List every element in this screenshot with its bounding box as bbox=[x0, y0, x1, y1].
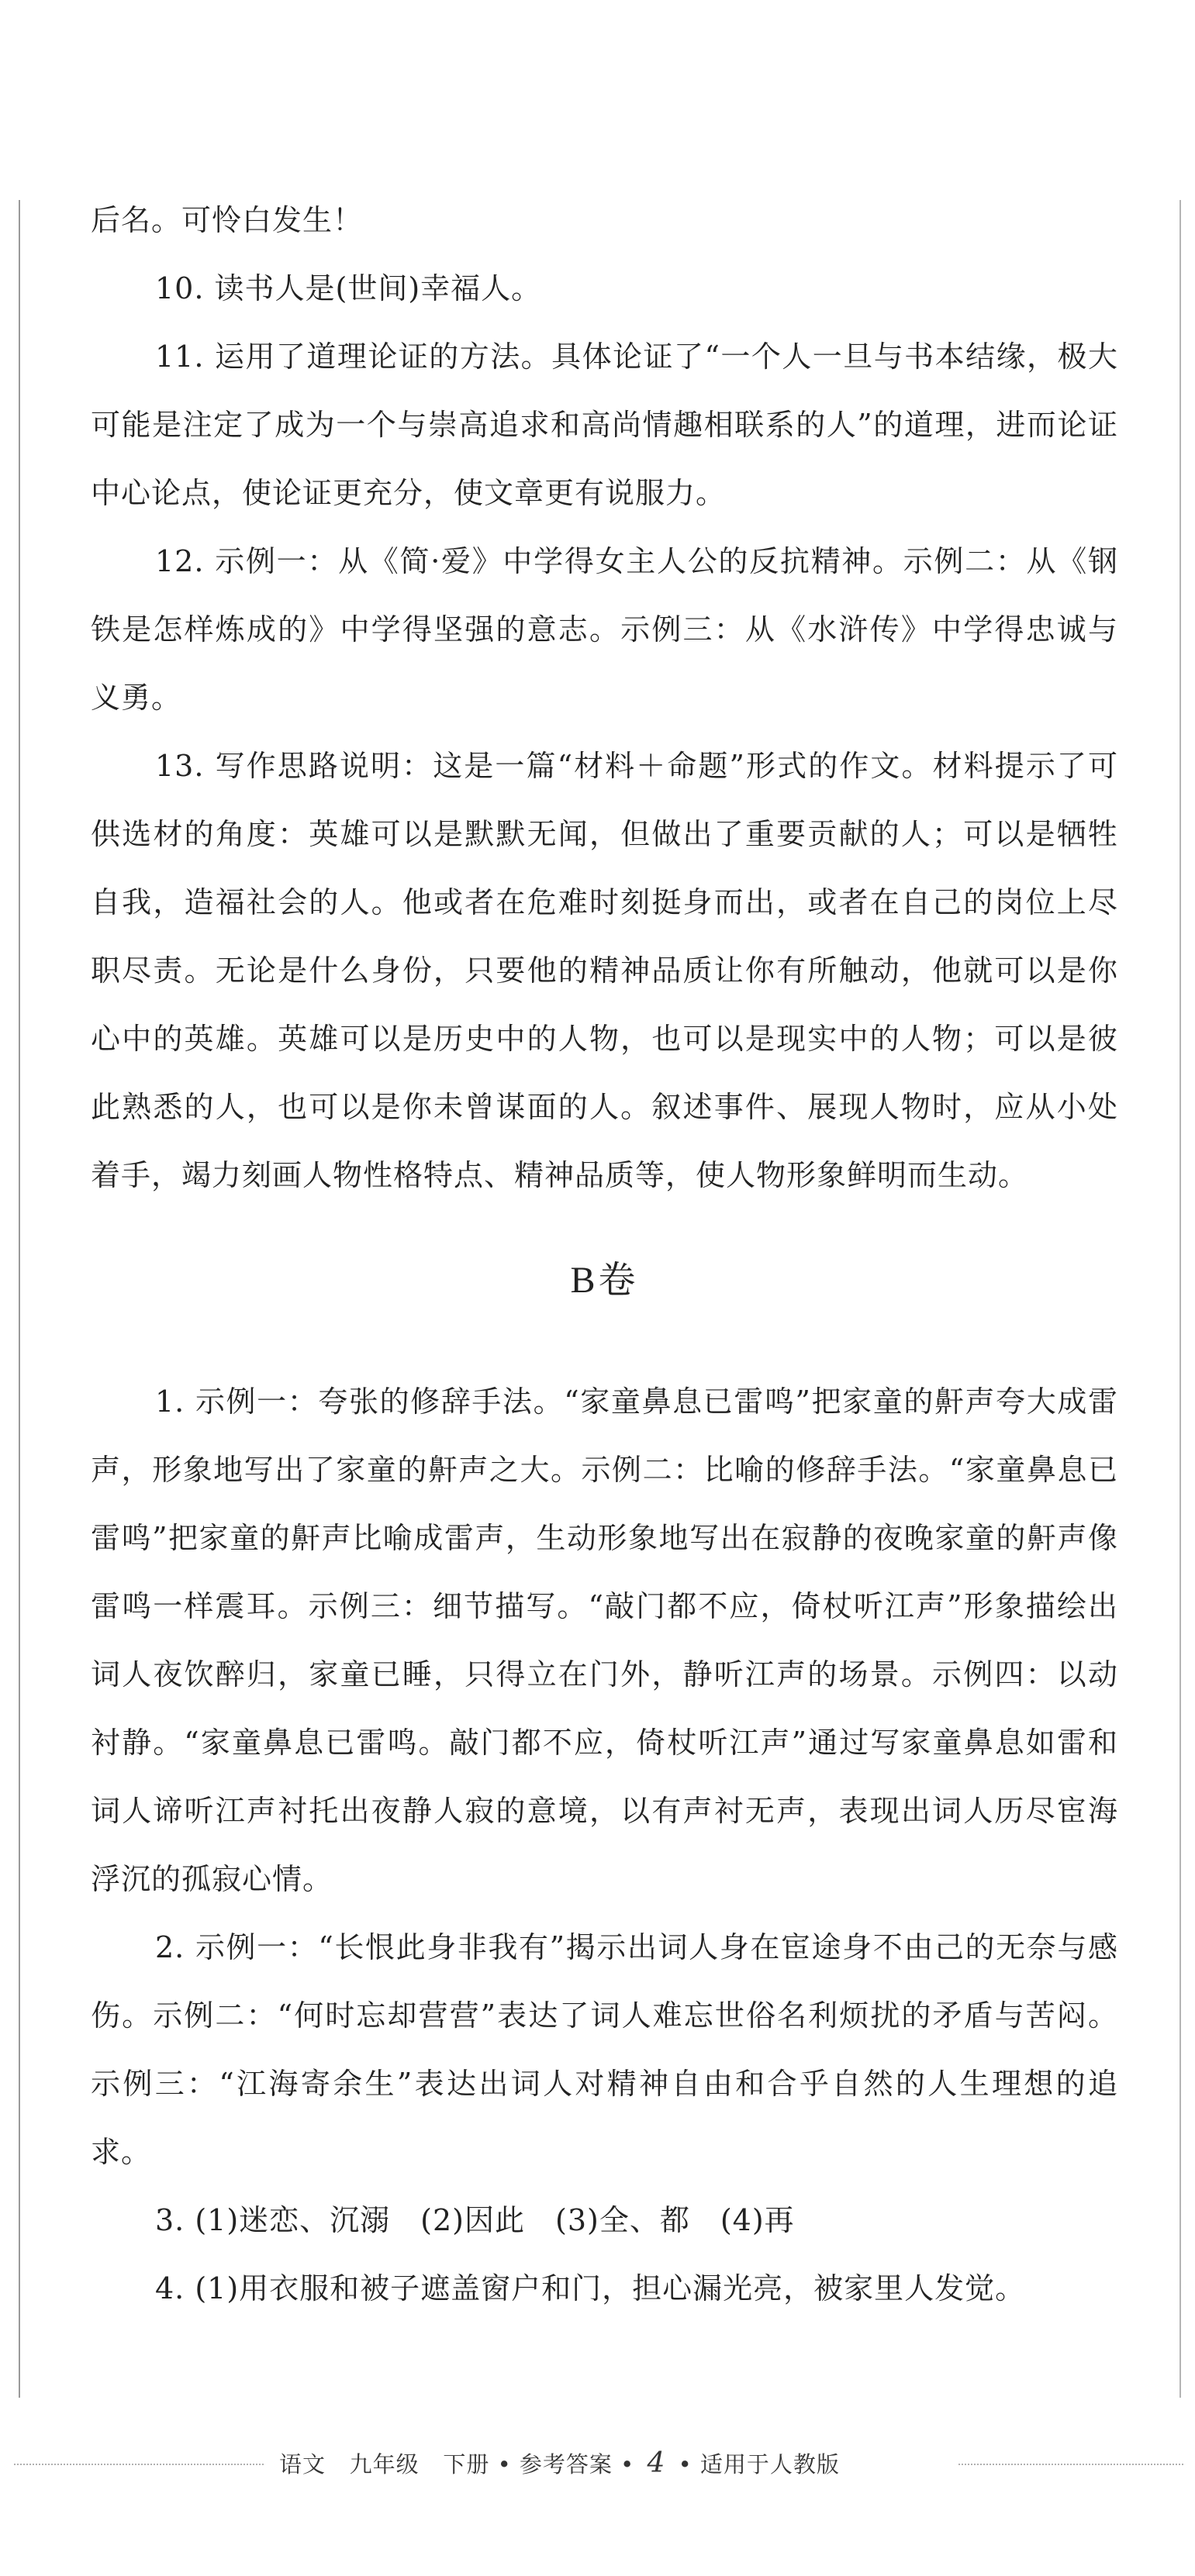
footer-subject: 语文 bbox=[279, 2451, 326, 2478]
section-b-answer-1: 1. 示例一：夸张的修辞手法。“家童鼻息已雷鸣”把家童的鼾声夸大成雷声，形象地写出了家童的鼾声之大。示例二：比喻的修辞手法。“家童鼻息已雷鸣”把家童的鼾声比喻成雷声，生动形象地写出在寂静的夜晚家童的鼾声像雷鸣一样震耳。示例三：细节描写。“敲门都不应，倚杖听江声”形象描绘出词人夜饮醉归，家童已睡，只得立在门外，静听江声的场景。示例四：以动衬静。“家童鼻息已雷鸣。敲门都不应，倚杖听江声”通过写家童鼻息如雷和词人谛听江声衬托出夜静人寂的意境，以有声衬无声，表现出词人历尽宦海浮沉的孤寂心情。 bbox=[91, 1385, 1118, 1896]
section-b-answer-2: 2. 示例一：“长恨此身非我有”揭示出词人身在宦途身不由己的无奈与感伤。示例二：“何时忘却营营”表达了词人难忘世俗名利烦扰的矛盾与苦闷。示例三：“江海寄余生”表达出词人对精神自由和合乎自然的人生理想的追求。 bbox=[91, 1930, 1118, 2169]
section-b-answer-4: 4. (1)用衣服和被子遮盖窗户和门，担心漏光亮，被家里人发觉。 bbox=[155, 2271, 1026, 2305]
footer-grade: 九年级 bbox=[349, 2451, 420, 2478]
footer-separator: • bbox=[497, 2451, 512, 2478]
footer-caption bbox=[279, 2448, 946, 2480]
section-b-answer-3: 3. (1)迷恋、沉溺 (2)因此 (3)全、都 (4)再 bbox=[155, 2203, 795, 2237]
continued-answer-line: 后名。可怜白发生！ bbox=[91, 203, 364, 237]
footer-volume: 下册 bbox=[443, 2451, 490, 2478]
footer-separator: • bbox=[678, 2451, 692, 2478]
section-b-title: B卷 bbox=[570, 1260, 639, 1301]
page-content bbox=[91, 186, 1118, 2323]
footer-dotted-rule-right bbox=[958, 2464, 1183, 2465]
answer-item-13: 13. 写作思路说明：这是一篇“材料＋命题”形式的作文。材料提示了可供选材的角度：英雄可以是默默无闻，但做出了重要贡献的人；可以是牺牲自我，造福社会的人。他或者在危难时刻挺身而出，或者在自己的岗位上尽职尽责。无论是什么身份，只要他的精神品质让你有所触动，他就可以是你心中的英雄。英雄可以是历史中的人物，也可以是现实中的人物；可以是彼此熟悉的人，也可以是你未曾谋面的人。叙述事件、展现人物时，应从小处着手，竭力刻画人物性格特点、精神品质等，使人物形象鲜明而生动。 bbox=[91, 749, 1118, 1192]
page-number: 4 bbox=[647, 2447, 666, 2479]
answer-item-10: 10. 读书人是(世间)幸福人。 bbox=[155, 271, 542, 305]
answer-item-11: 11. 运用了道理论证的方法。具体论证了“一个人一旦与书本结缘，极大可能是注定了成为一个与崇高追求和高尚情趣相联系的人”的道理，进而论证中心论点，使论证更充分，使文章更有说服力。 bbox=[91, 340, 1118, 510]
footer-edition: 适用于人教版 bbox=[699, 2451, 840, 2478]
right-margin-rule bbox=[1179, 200, 1181, 2398]
answer-item-12: 12. 示例一：从《简·爱》中学得女主人公的反抗精神。示例二：从《钢铁是怎样炼成的》中学得坚强的意志。示例三：从《水浒传》中学得忠诚与义勇。 bbox=[91, 544, 1118, 715]
page-footer bbox=[0, 2448, 1195, 2479]
footer-book: 参考答案 bbox=[519, 2451, 613, 2478]
left-margin-rule bbox=[19, 200, 20, 2398]
footer-dotted-rule-left bbox=[14, 2464, 264, 2465]
footer-separator: • bbox=[620, 2451, 635, 2478]
